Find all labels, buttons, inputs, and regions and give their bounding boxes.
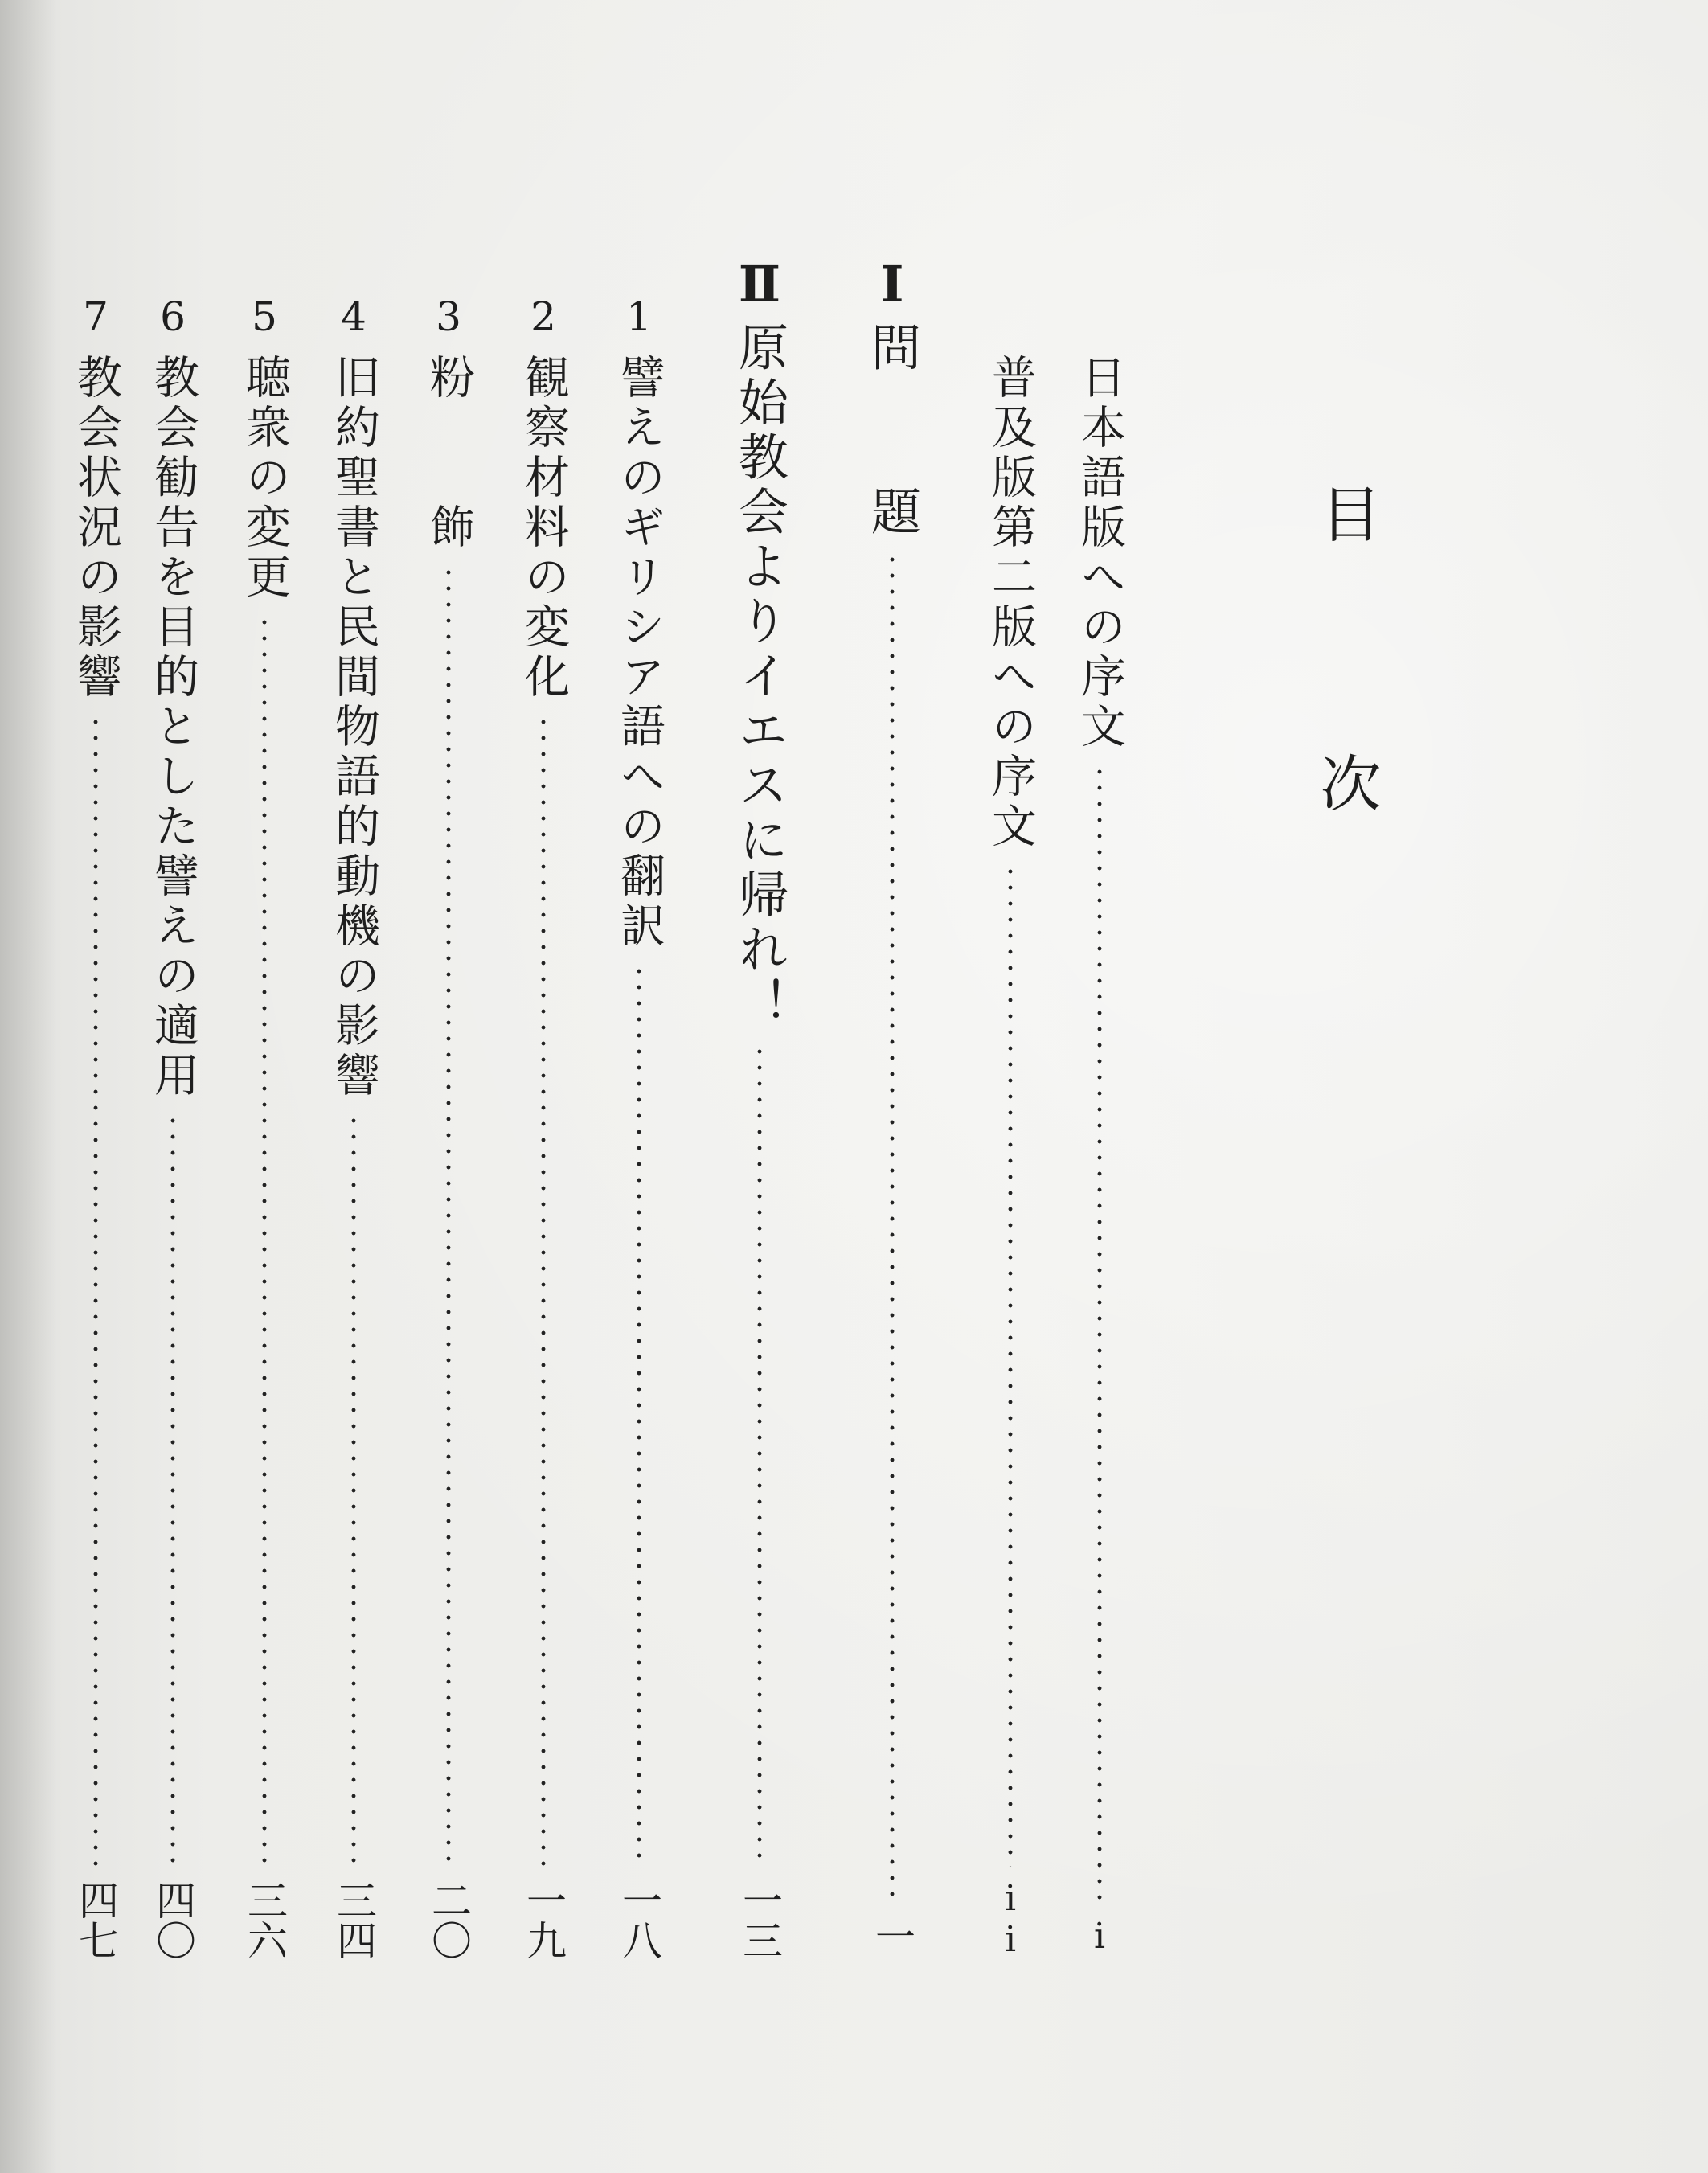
entry-page-number: 四〇	[150, 1880, 196, 1960]
toc-entry-section-2[interactable]	[723, 241, 796, 1960]
entry-number: 1	[616, 293, 662, 340]
entry-page-number: 一九	[520, 1880, 567, 1960]
dot-leader	[261, 614, 268, 1868]
entry-page-number: 三六	[241, 1880, 288, 1960]
section-numeral: Ⅰ	[862, 254, 922, 309]
entry-title: 日本語版への序文	[1074, 354, 1126, 752]
dot-leader	[92, 714, 99, 1868]
toc-entry-2[interactable]	[507, 280, 580, 1960]
entry-title: 普及版第二版への序文	[985, 354, 1037, 852]
entry-title: 旧約聖書と民間物語的動機の影響	[328, 354, 380, 1101]
entry-number: 5	[241, 293, 288, 340]
toc-title-char-2: 次	[1310, 752, 1382, 813]
entry-title: 観察材料の変化	[518, 354, 570, 703]
dot-leader	[1007, 863, 1014, 1867]
entry-page-number: ii	[989, 1878, 1031, 1960]
toc-entry-3[interactable]	[412, 280, 485, 1960]
entry-title: 問 題	[862, 322, 922, 540]
entry-number: 4	[330, 293, 377, 340]
entry-title: 教会勧告を目的とした譬えの適用	[147, 354, 199, 1101]
dot-leader	[445, 564, 452, 1868]
entry-page-number: 一	[869, 1916, 915, 1956]
dot-leader	[1096, 764, 1103, 1900]
toc-entry-5[interactable]	[228, 280, 301, 1960]
dot-leader	[889, 551, 895, 1900]
dot-leader	[636, 963, 642, 1868]
entry-title: 教会状況の影響	[70, 354, 122, 703]
entry-number: 7	[72, 293, 119, 340]
entry-number: 6	[150, 293, 196, 340]
dot-leader	[350, 1113, 357, 1868]
entry-title: 聴衆の変更	[239, 354, 291, 603]
entry-page-number: 二〇	[425, 1880, 472, 1960]
toc-entry-japanese-preface[interactable]	[1063, 280, 1136, 1960]
toc-title-char-1: 目	[1310, 482, 1382, 543]
entry-title: 粉 飾	[423, 354, 475, 553]
entry-number: 3	[425, 293, 472, 340]
entry-page-number: i	[1079, 1915, 1120, 1957]
entry-number: 2	[520, 293, 567, 340]
toc-entry-popular-edition-preface[interactable]	[974, 280, 1047, 1960]
entry-page-number: 一三	[736, 1880, 783, 1960]
spine-shadow	[0, 0, 56, 2173]
toc-entry-7[interactable]	[59, 280, 132, 1960]
toc-entry-4[interactable]	[317, 280, 390, 1960]
toc-entry-1[interactable]	[603, 280, 675, 1960]
entry-page-number: 一八	[616, 1880, 662, 1960]
section-numeral: Ⅱ	[730, 254, 789, 309]
toc-entry-section-1[interactable]	[856, 241, 928, 1960]
dot-leader	[170, 1113, 176, 1868]
entry-title: 譬えのギリシア語への翻訳	[613, 354, 666, 952]
dot-leader	[540, 714, 547, 1868]
toc-entry-6[interactable]	[137, 280, 209, 1960]
dot-leader	[756, 1043, 763, 1868]
entry-page-number: 三四	[330, 1880, 377, 1960]
entry-title: 原始教会よりイエスに帰れ！	[730, 322, 789, 1032]
entry-page-number: 四七	[72, 1880, 119, 1960]
